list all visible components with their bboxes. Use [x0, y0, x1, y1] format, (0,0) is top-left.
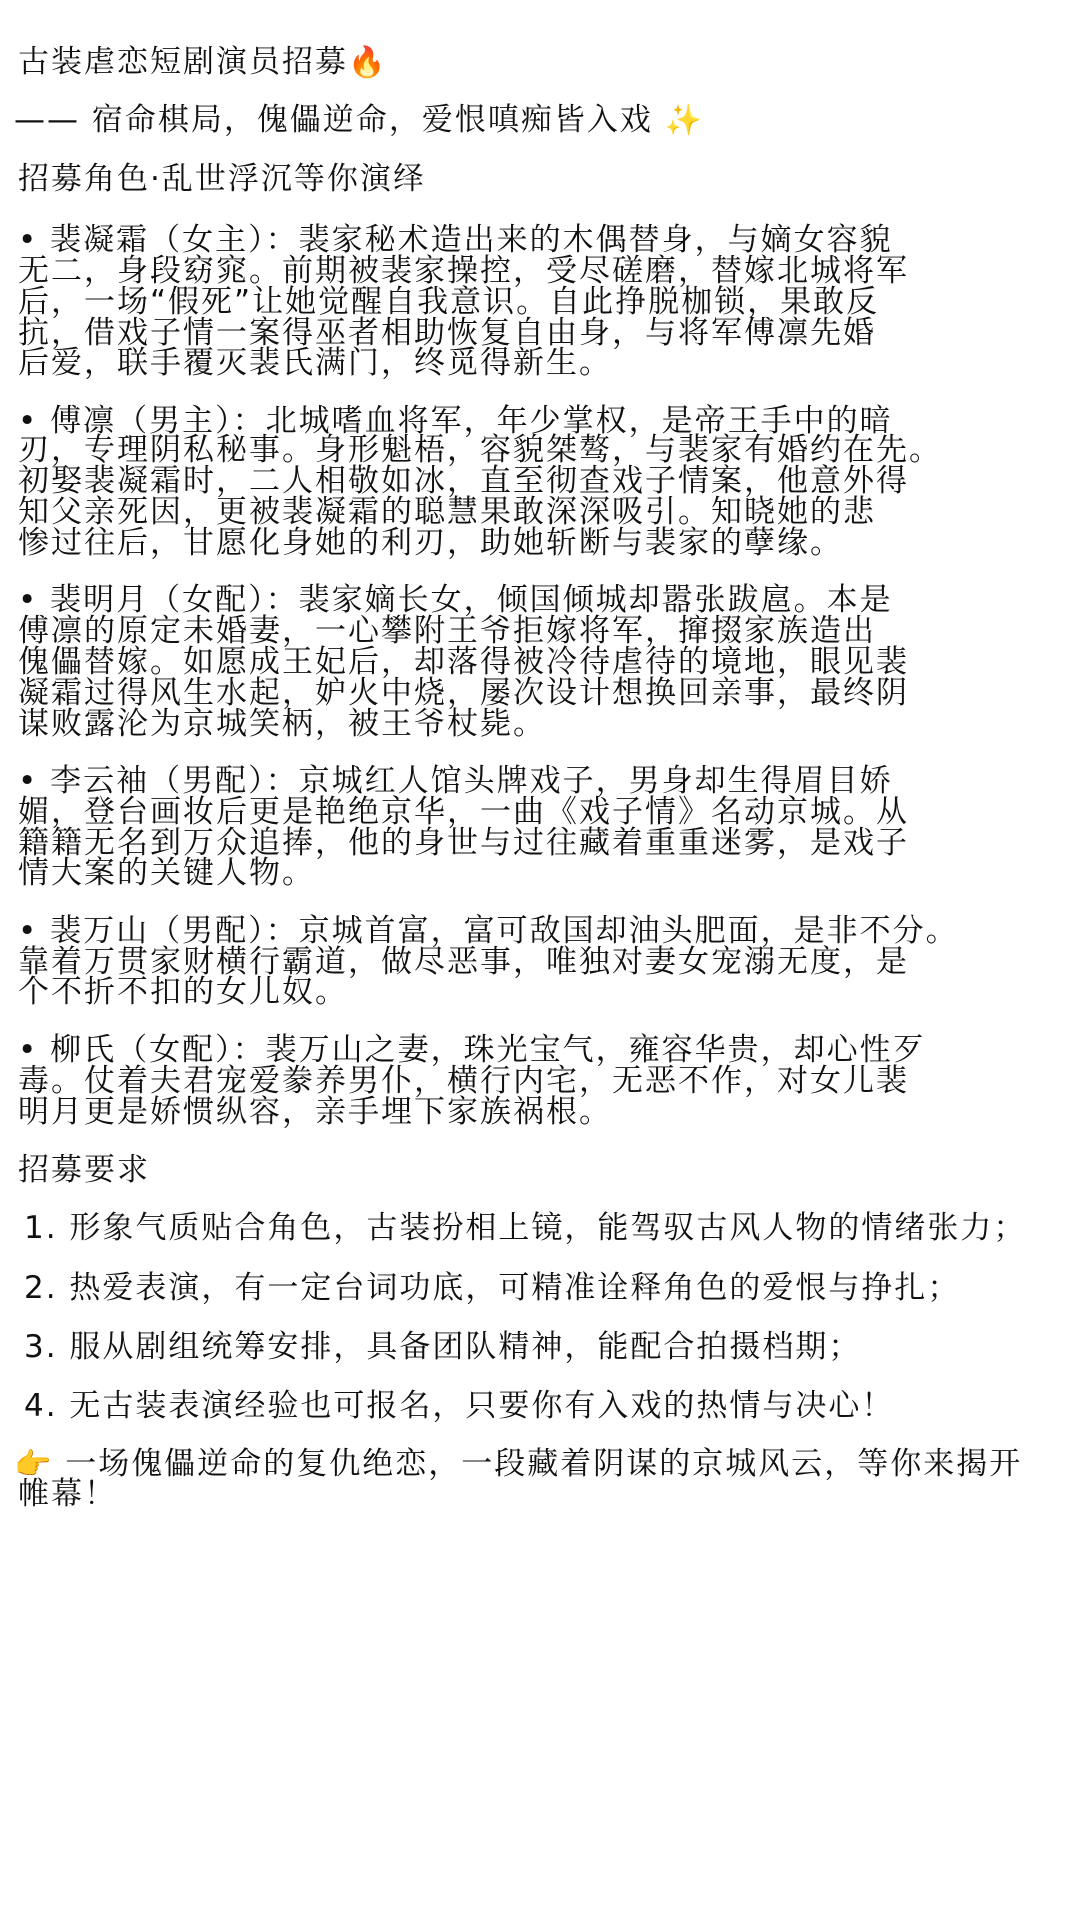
- role-line: • 裴明月（女配）：裴家嫡长女，倾国倾城却嚣张跋扈。本是: [18, 582, 893, 618]
- requirement-item: 4. 无古装表演经验也可报名，只要你有入戏的热情与决心！: [24, 1388, 895, 1424]
- requirement-item: 3. 服从剧组统筹安排，具备团队精神，能配合拍摄档期；: [24, 1329, 862, 1365]
- role-line: 靠着万贯家财横行霸道，做尽恶事，唯独对妻女宠溺无度，是: [18, 944, 909, 980]
- roles-heading: 招募角色·乱世浮沉等你演绎: [18, 161, 426, 197]
- role-line: 个不折不扣的女儿奴。: [18, 974, 348, 1010]
- role-line: 初娶裴凝霜时，二人相敬如冰，直至彻查戏子情案，他意外得: [18, 463, 909, 499]
- role-line: • 裴万山（男配）：京城首富，富可敌国却油头肥面，是非不分。: [18, 913, 959, 949]
- role-line: 抗，借戏子情一案得巫者相助恢复自由身，与将军傅凛先婚: [18, 315, 876, 351]
- role-line: 毒。仗着夫君宠爱豢养男仆，横行内宅，无恶不作，对女儿裴: [18, 1063, 909, 1099]
- requirements-heading: 招募要求: [18, 1152, 150, 1188]
- tagline: [14, 102, 1076, 139]
- requirement-item: 1. 形象气质贴合角色，古装扮相上镜，能驾驭古风人物的情绪张力；: [24, 1210, 1027, 1246]
- role-line: 傅凛的原定未婚妻，一心攀附王爷拒嫁将军，撺掇家族造出: [18, 613, 876, 649]
- tagline-text: —— 宿命棋局，傀儡逆命，爱恨嗔痴皆入戏: [14, 102, 653, 138]
- role-line: 惨过往后，甘愿化身她的利刃，助她斩断与裴家的孽缘。: [18, 525, 843, 561]
- role-line: 无二，身段窈窕。前期被裴家操控，受尽磋磨，替嫁北城将军: [18, 253, 909, 289]
- role-line: • 李云袖（男配）：京城红人馆头牌戏子，男身却生得眉目娇: [18, 763, 893, 799]
- closing-line-2: 帷幕！: [18, 1476, 117, 1512]
- fire-icon: 🔥: [348, 45, 388, 80]
- role-line: 谋败露沦为京城笑柄，被王爷杖毙。: [18, 706, 546, 742]
- role-line: 籍籍无名到万众追捧，他的身世与过往藏着重重迷雾，是戏子: [18, 825, 909, 861]
- sparkles-icon: ✨: [664, 103, 705, 138]
- role-line: 后，一场“假死”让她觉醒自我意识。自此挣脱枷锁，果敢反: [18, 284, 880, 320]
- pointing-hand-icon: 👉: [14, 1447, 54, 1482]
- role-line: • 傅凛（男主）：北城嗜血将军，年少掌权，是帝王手中的暗: [18, 403, 893, 439]
- role-line: 媚，登台画妆后更是艳绝京华，一曲《戏子情》名动京城。从: [18, 794, 909, 830]
- requirement-item: 2. 热爱表演，有一定台词功底，可精准诠释角色的爱恨与挣扎；: [24, 1270, 961, 1306]
- role-line: 知父亲死因，更被裴凝霜的聪慧果敢深深吸引。知晓她的悲: [18, 494, 876, 530]
- role-line: • 裴凝霜（女主）：裴家秘术造出来的木偶替身，与嫡女容貌: [18, 222, 893, 258]
- role-line: 凝霜过得风生水起，妒火中烧，屡次设计想换回亲事，最终阴: [18, 675, 909, 711]
- role-line: • 柳氏（女配）：裴万山之妻，珠光宝气，雍容华贵，却心性歹: [18, 1032, 926, 1068]
- title-text: 古装虐恋短剧演员招募: [18, 44, 348, 80]
- role-line: 傀儡替嫁。如愿成王妃后，却落得被冷待虐待的境地，眼见裴: [18, 644, 909, 680]
- post-title: [18, 44, 1080, 81]
- role-line: 情大案的关键人物。: [18, 855, 315, 891]
- role-line: 明月更是娇惯纵容，亲手埋下家族祸根。: [18, 1094, 612, 1130]
- role-line: 刃，专理阴私秘事。身形魁梧，容貌桀骜，与裴家有婚约在先。: [18, 432, 942, 468]
- closing-text: 一场傀儡逆命的复仇绝恋，一段藏着阴谋的京城风云，等你来揭开: [65, 1446, 1023, 1482]
- role-line: 后爱，联手覆灭裴氏满门，终觅得新生。: [18, 345, 612, 381]
